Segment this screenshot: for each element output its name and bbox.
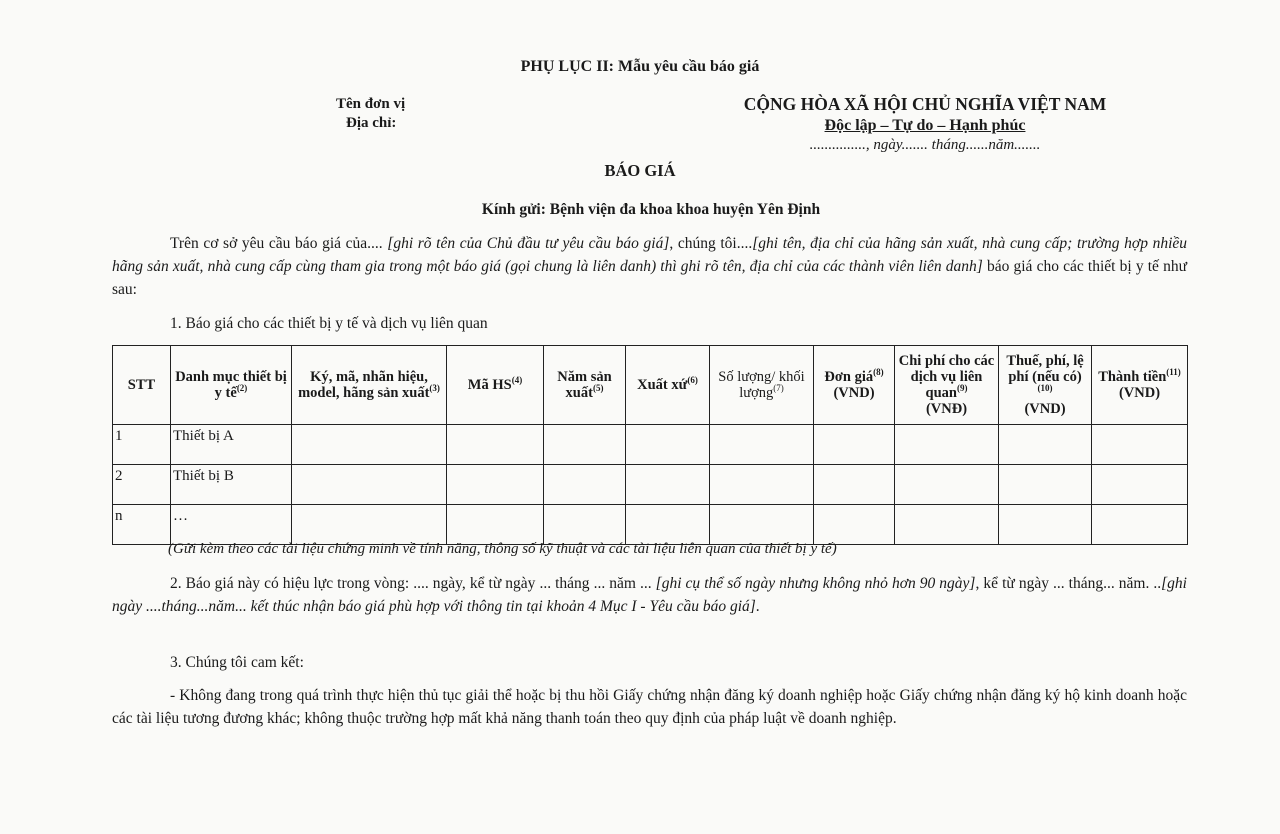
empty-cell [1092, 425, 1188, 465]
empty-cell [814, 505, 895, 545]
section-2-text-5: . [755, 598, 760, 615]
header-cell: Đơn giá$^{(8)}$ (VND) [814, 346, 895, 425]
empty-cell [292, 465, 447, 505]
motto: Độc lập – Tự do – Hạnh phúc [824, 117, 1026, 134]
section-2-text-3: , kể từ ngày ... tháng... năm. .. [975, 575, 1162, 592]
table-row [113, 505, 1188, 545]
section-2-text-2: [ghi cụ thể số ngày nhưng không nhỏ hơn 90 ngày] [655, 575, 976, 592]
table-header-row [113, 346, 1188, 425]
empty-cell [710, 465, 814, 505]
table-note: (Gửi kèm theo các tài liệu chứng minh về tính năng, thông số kỹ thuật và các tài liệu liên quan của thiết bị y tế) [168, 541, 837, 557]
header-cell: Chi phí cho các dịch vụ liên quan$^{(9)}$ (VNĐ) [895, 346, 999, 425]
item-cell: … [171, 505, 292, 545]
empty-cell [814, 465, 895, 505]
stt-cell: n [113, 505, 171, 545]
intro-paragraph [112, 232, 1187, 301]
empty-cell [447, 505, 544, 545]
empty-cell [292, 425, 447, 465]
item-cell: Thiết bị A [171, 425, 292, 465]
header-cell: Thuế, phí, lệ phí (nếu có)$^{(10)}$ (VND) [999, 346, 1092, 425]
header-cell: Mã HS$^{(4)}$ [447, 346, 544, 425]
empty-cell [710, 425, 814, 465]
address-label: Địa chỉ: [346, 115, 397, 131]
intro-text-4: [ghi tên, địa chỉ của hãng sản xuất, nhà cung cấp; trường hợp nhiều hãng sản xuất, nhà cung cấp cùng tham gia trong một báo giá (gọi chung là liên danh) thì ghi rõ tên, địa chỉ của các thành viên liên danh] [112, 235, 1188, 275]
empty-cell [999, 425, 1092, 465]
intro-text-1: Trên cơ sở yêu cầu báo giá của.... [170, 235, 388, 252]
intro-text-2: [ghi rõ tên của Chủ đầu tư yêu cầu báo giá] [387, 235, 670, 252]
national-header [700, 93, 1150, 137]
intro-text-5: báo giá cho các thiết bị y tế như sau: [112, 258, 1187, 298]
empty-cell [999, 465, 1092, 505]
section-1-heading: 1. Báo giá cho các thiết bị y tế và dịch vụ liên quan [170, 315, 488, 332]
section-2-paragraph [112, 572, 1187, 618]
org-name-label: Tên đơn vị [336, 96, 406, 112]
section-3-heading: 3. Chúng tôi cam kết: [170, 654, 304, 671]
nation-name: CỘNG HÒA XÃ HỘI CHỦ NGHĨA VIỆT NAM [743, 94, 1107, 114]
section-2-text-4: [ghi ngày ....tháng...năm... kết thúc nhận báo giá phù hợp với thông tin tại khoản 4 Mục I - Yêu cầu báo giá] [112, 575, 1187, 615]
intro-text-3: , chúng tôi.... [669, 235, 753, 252]
empty-cell [292, 505, 447, 545]
header-cell: Năm sản xuất$^{(5)}$ [544, 346, 626, 425]
document-title: BÁO GIÁ [604, 161, 676, 180]
stt-cell: 1 [113, 425, 171, 465]
empty-cell [626, 425, 710, 465]
empty-cell [814, 425, 895, 465]
empty-cell [447, 425, 544, 465]
empty-cell [1092, 505, 1188, 545]
header-cell: STT [113, 346, 171, 425]
quotation-table [112, 345, 1188, 545]
header-cell: Số lượng/ khối lượng$^{(7)}$ [710, 346, 814, 425]
header-cell: Ký, mã, nhãn hiệu, model, hãng sản xuất$^{(3)}$ [292, 346, 447, 425]
commitment-text: - Không đang trong quá trình thực hiện thủ tục giải thể hoặc bị thu hồi Giấy chứng nhận đăng ký doanh nghiệp hoặc Giấy chứng nhận đăng ký hộ kinh doanh hoặc các tài liệu tương đương khác; không thuộc trường hợp mất khả năng thanh toán theo quy định của pháp luật về doanh nghiệp. [112, 687, 1187, 727]
header-cell: Xuất xứ$^{(6)}$ [626, 346, 710, 425]
empty-cell [626, 465, 710, 505]
empty-cell [710, 505, 814, 545]
section-2-text-1: 2. Báo giá này có hiệu lực trong vòng: .... ngày, kể từ ngày ... tháng ... năm ... [170, 575, 656, 592]
empty-cell [544, 465, 626, 505]
dateline: ..............., ngày....... tháng......năm....... [809, 137, 1041, 153]
empty-cell [895, 505, 999, 545]
empty-cell [544, 425, 626, 465]
empty-cell [1092, 465, 1188, 505]
table-row [113, 425, 1188, 465]
commitment-paragraph [112, 684, 1187, 730]
header-cell: Thành tiền$^{(11)}$ (VND) [1092, 346, 1188, 425]
empty-cell [626, 505, 710, 545]
item-cell: Thiết bị B [171, 465, 292, 505]
empty-cell [447, 465, 544, 505]
empty-cell [895, 465, 999, 505]
header-cell: Danh mục thiết bị y tế$^{(2)}$ [171, 346, 292, 425]
organization-block [336, 95, 405, 133]
stt-cell: 2 [113, 465, 171, 505]
empty-cell [999, 505, 1092, 545]
appendix-title: PHỤ LỤC II: Mẫu yêu cầu báo giá [520, 58, 760, 75]
empty-cell [895, 425, 999, 465]
table-row [113, 465, 1188, 505]
recipient-line: Kính gửi: Bệnh viện đa khoa khoa huyện Yên Định [481, 201, 821, 218]
empty-cell [544, 505, 626, 545]
